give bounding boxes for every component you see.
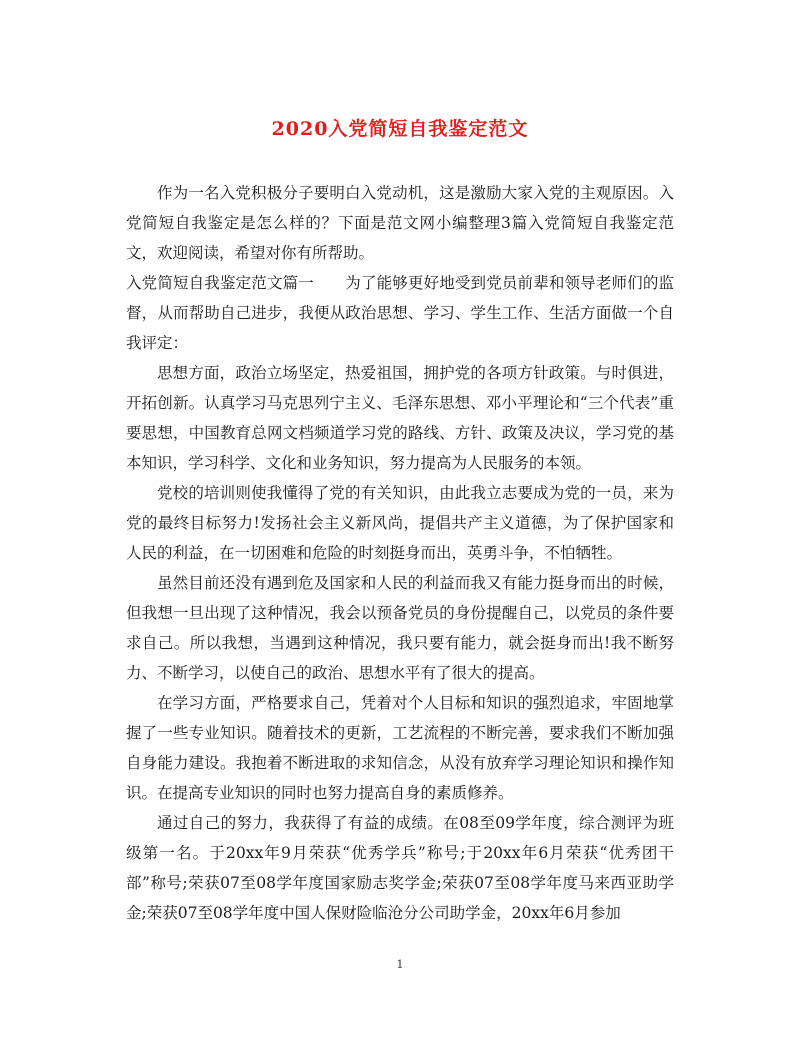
- document-title: 2020入党简短自我鉴定范文: [271, 118, 529, 140]
- page-number: 1: [396, 958, 404, 971]
- paragraph-ideology: 思想方面，政治立场坚定，热爱祖国，拥护党的各项方针政策。与时俱进，开拓创新。认真学习马克思列宁主义、毛泽东思想、邓小平理论和“三个代表”重要思想，中国教育总网文档频道学习党的路线、方针、政策及决议，学习党的基本知识，学习科学、文化和业务知识，努力提高为人民服务的本领。: [126, 364, 674, 472]
- paragraph-commitment: 虽然目前还没有遇到危及国家和人民的利益而我又有能力挺身而出的时候，但我想一旦出现了这种情况，我会以预备党员的身份提醒自己，以党员的条件要求自己。所以我想，当遇到这种情况，我只要有能力，就会挺身而出!我不断努力、不断学习，以使自己的政治、思想水平有了很大的提高。: [126, 574, 674, 682]
- paragraph-section-one-heading: 入党简短自我鉴定范文篇一 为了能够更好地受到党员前辈和领导老师们的监督，从而帮助自己进步，我便从政治思想、学习、学生工作、生活方面做一个自我评定：: [126, 274, 674, 352]
- paragraph-party-school: 党校的培训则使我懂得了党的有关知识，由此我立志要成为党的一员，来为党的最终目标努力!发扬社会主义新风尚，提倡共产主义道德，为了保护国家和人民的利益，在一切困难和危险的时刻挺身而出，英勇斗争，不怕牺牲。: [126, 484, 674, 562]
- paragraph-intro: 作为一名入党积极分子要明白入党动机，这是激励大家入党的主观原因。入党简短自我鉴定是怎么样的？下面是范文网小编整理3篇入党简短自我鉴定范文，欢迎阅读，希望对你有所帮助。: [126, 184, 674, 262]
- paragraph-achievements: 通过自己的努力，我获得了有益的成绩。在08至09学年度，综合测评为班级第一名。于20xx年9月荣获“优秀学兵”称号;于20xx年6月荣获“优秀团干部”称号;荣获07至08学年度国家励志奖学金;荣获07至08学年度马来西亚助学金;荣获07至08学年度中国人保财险临沧分公司助学金，20xx年6月参加: [126, 814, 674, 922]
- paragraph-study: 在学习方面，严格要求自己，凭着对个人目标和知识的强烈追求，牢固地掌握了一些专业知识。随着技术的更新，工艺流程的不断完善，要求我们不断加强自身能力建设。我抱着不断进取的求知信念，从没有放弃学习理论知识和操作知识。在提高专业知识的同时也努力提高自身的素质修养。: [126, 694, 674, 802]
- document-body: [126, 178, 674, 928]
